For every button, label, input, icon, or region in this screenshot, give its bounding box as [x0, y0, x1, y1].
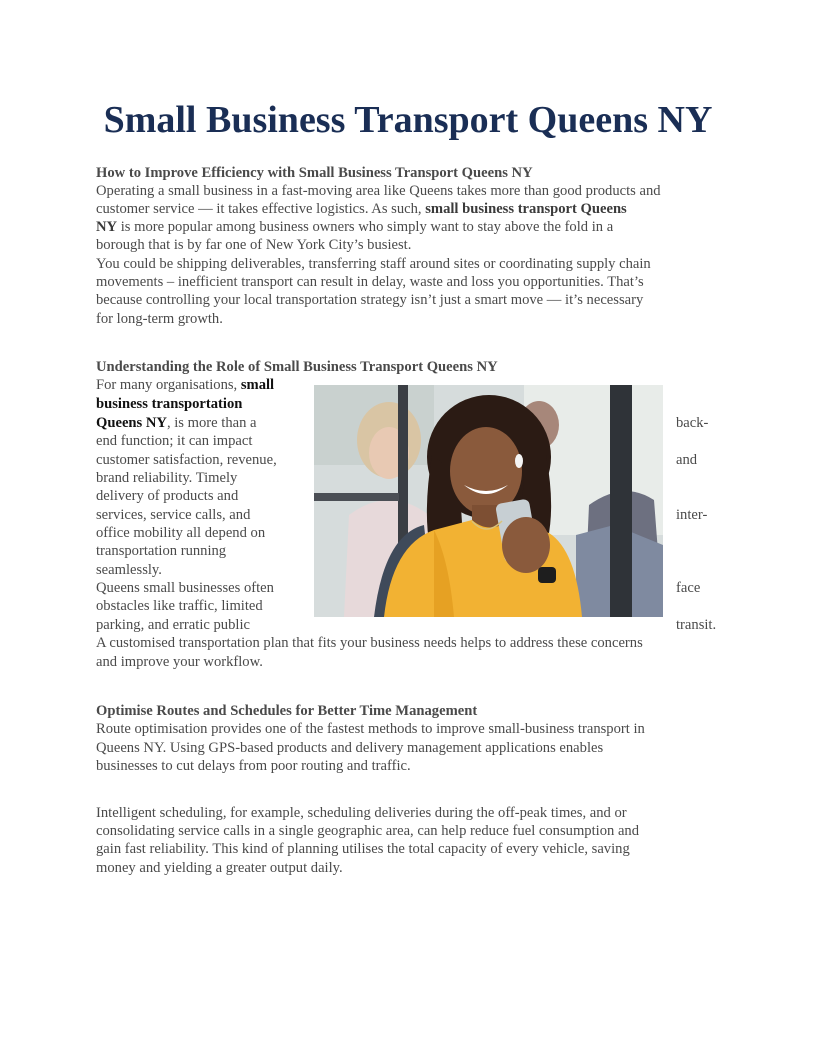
paragraph-line: A customised transportation plan that fits your business needs helps to address these concerns [96, 635, 643, 651]
paragraph-line: Intelligent scheduling, for example, scheduling deliveries during the off-peak times, and or [96, 805, 627, 821]
paragraph-line: and improve your workflow. [96, 654, 263, 670]
paragraph-line: You could be shipping deliverables, transferring staff around sites or coordinating supply chain [96, 256, 651, 272]
paragraph-line: end function; it can impact [96, 433, 253, 449]
paragraph-line [96, 200, 627, 218]
paragraph-line [96, 218, 613, 236]
text-run: , is more than a [166, 415, 257, 431]
wrapped-word: inter- [676, 507, 708, 523]
bold-keyword: small [240, 377, 275, 393]
paragraph-line: transportation running [96, 543, 227, 559]
paragraph-line: for long-term growth. [96, 311, 223, 327]
section-heading-optimise: Optimise Routes and Schedules for Better Time Management [96, 703, 478, 719]
wrapped-word: face [676, 580, 701, 596]
paragraph-line: Queens small businesses often [96, 580, 274, 596]
photo-illustration [314, 385, 663, 617]
text-run: customer service — it takes effective logistics. As such, [96, 201, 426, 217]
paragraph-line: movements – inefficient transport can result in delay, waste and loss you opportunities. That’s [96, 274, 644, 290]
section-heading-efficiency: How to Improve Efficiency with Small Business Transport Queens NY [96, 165, 533, 181]
text-run: is more popular among business owners who simply want to stay above the fold in a [117, 219, 614, 235]
wrapped-word: back- [676, 415, 709, 431]
bold-keyword: Queens NY [96, 415, 167, 431]
paragraph-line: customer satisfaction, revenue, [96, 452, 277, 468]
paragraph-line: brand reliability. Timely [96, 470, 238, 486]
paragraph-line: office mobility all depend on [96, 525, 266, 541]
paragraph-line: obstacles like traffic, limited [96, 598, 263, 614]
paragraph-line [96, 414, 257, 432]
bold-keyword: NY [96, 219, 118, 235]
paragraph-line: seamlessly. [96, 562, 162, 578]
paragraph-line: consolidating service calls in a single geographic area, can help reduce fuel consumption and [96, 823, 640, 839]
wrapped-word: transit. [676, 617, 717, 633]
paragraph-line: parking, and erratic public [96, 617, 250, 633]
page-title: Small Business Transport Queens NY [103, 99, 713, 141]
paragraph-line: borough that is by far one of New York City’s busiest. [96, 237, 412, 253]
text-run: For many organisations, [96, 377, 241, 393]
bold-keyword: business transportation [96, 396, 243, 412]
section-heading-role: Understanding the Role of Small Business Transport Queens NY [96, 359, 498, 375]
paragraph-line [96, 395, 242, 413]
paragraph-line: Queens NY. Using GPS-based products and delivery management applications enables [96, 740, 604, 756]
paragraph-line: delivery of products and [96, 488, 239, 504]
paragraph-line: businesses to cut delays from poor routing and traffic. [96, 758, 411, 774]
paragraph-line: money and yielding a greater output daily. [96, 860, 343, 876]
wrapped-word: and [676, 452, 698, 468]
woman-on-bus-photo [314, 385, 663, 617]
paragraph-line [96, 376, 274, 394]
bold-keyword: small business transport Queens [425, 201, 627, 217]
paragraph-line: gain fast reliability. This kind of planning utilises the total capacity of every vehicle, saving [96, 841, 630, 857]
paragraph-line: Route optimisation provides one of the fastest methods to improve small-business transport in [96, 721, 645, 737]
paragraph-line: because controlling your local transportation strategy isn’t just a smart move — it’s necessary [96, 292, 644, 308]
paragraph-line: Operating a small business in a fast-moving area like Queens takes more than good products and [96, 183, 661, 199]
paragraph-line: services, service calls, and [96, 507, 251, 523]
